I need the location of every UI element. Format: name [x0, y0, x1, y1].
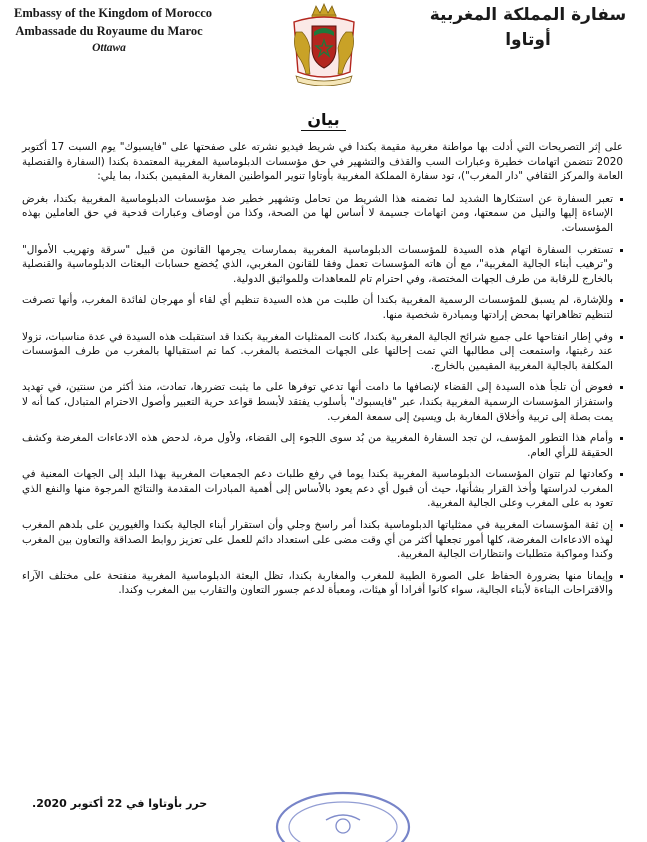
statement-body [22, 140, 623, 605]
header-french: Ambassade du Royaume du Maroc [15, 24, 203, 38]
list-item: وللإشارة، لم يسبق للمؤسسات الرسمية المغربية بكندا أن طلبت من هذه السيدة تنظيم أي لقاء أو مهرجان لفائدة المغرب، وأنها تصرفت لتنظيم تظاهراتها بمحض إرادتها وبمبادرة شخصية منها. [22, 293, 623, 322]
header-english: Embassy of the Kingdom of Morocco [14, 6, 213, 20]
list-item: وأمام هذا التطور المؤسف، لن تجد السفارة المغربية من بُد سوى اللجوء إلى القضاء، ولأول مرة، لدحض هذه الادعاءات المغرضة وكشف الحقيقة للرأي العام. [22, 431, 623, 460]
moroccan-coat-of-arms-icon [288, 2, 360, 86]
list-item: تعبر السفارة عن استنكارها الشديد لما تضمنه هذا الشريط من تحامل وتشهير خطير ضد مؤسسات الدبلوماسية المغربية بكندا، بغرض الإساءة إليها والنيل من سمعتها، ومن اتهامات جسيمة لا أساس لها من الصحة، وكذا من أوصاف وعبارات قدحية في حق العاملين بهذه المؤسسات. [22, 192, 623, 236]
header-right [423, 2, 633, 52]
intro-paragraph: على إثر التصريحات التي أدلت بها مواطنة مغربية مقيمة بكندا في شريط فيديو نشرته على صفحتها على "فايسبوك" يوم السبت 17 أكتوبر 2020 تتضمن اتهامات خطيرة وعبارات السب والقذف والتشهير في حق مؤسسات الدبلوماسية المغربية المعتمدة بكندا (السفارة والقنصلية العامة والمركز الثقافي "دار المغرب")، تود سفارة المملكة المغربية بأوتاوا تنوير المواطنين المغاربة المقيمين بكندا، بما يلي: [22, 141, 624, 183]
list-item: وكعادتها لم تتوان المؤسسات الدبلوماسية المغربية بكندا يوما في رفع طلبات دعم الجمعيات المغربية بهذا البلد إلى الجهات المعنية في المغرب لدراستها وأخذ القرار بشأنها، حيث أن قبول أي دعم يعود بالأساس إلى أهمية المبادرات المقدمة والنتائج المرجوة منها والنفع الذي تعود به على المغرب وعلى الجالية المغربية. [22, 467, 623, 511]
list-item: وفي إطار انفتاحها على جميع شرائح الجالية المغربية بكندا، كانت الممثليات المغربية بكندا قد استقبلت هذه السيدة في عدة مناسبات، نزولا عند رغبتها، واستمعت إلى مطالبها التي تمت إحالتها على الجهات المختصة بالمغرب. كما تم استقبالها بالمغرب من طرف المؤسسات المكلفة بالجالية المغربية المقيمين بالخارج. [22, 330, 623, 374]
header-arabic-line1: سفارة المملكة المغربية [429, 5, 627, 25]
list-item: فعوض أن تلجأ هذه السيدة إلى القضاء لإنصافها ما دامت أنها تدعي توفرها على ما يثبت تضررها، تمادت، منذ أكثر من سنتين، في تهديد واستفزاز المؤسسات الرسمية المغربية بكندا، عبر "فايسبوك" بأسلوب يفتقد لأبسط قواعد حرية التعبير وأصول الاحترام المتبادل، كما أنه لا يمت بصلة إلى تربية وأخلاق المغاربة بل ويسيئ إلى سمعة المغرب. [22, 380, 623, 424]
header-city: Ottawa [92, 42, 126, 54]
signoff-date: حرر بأوتاوا في 22 أكتوبر 2020. [32, 797, 208, 810]
header-arabic-line2: أوتاوا [505, 30, 551, 50]
page-title [0, 110, 647, 129]
page-title-text: بيان [301, 110, 345, 131]
list-item: وإيمانا منها بضرورة الحفاظ على الصورة الطيبة للمغرب والمغاربة بكندا، تظل البعثة الدبلوماسية المغربية منفتحة على مختلف الآراء والاقتراحات البناءة لأبناء الجالية، سواء كانوا أفرادا أو هيئات، ومعبأة لدعم جسور التعاون والتقارب بين المغرب وكندا. [22, 569, 623, 598]
list-item: إن ثقة المؤسسات المغربية في ممثلياتها الدبلوماسية بكندا أمر راسخ وجلي وأن استقرار أبناء الجالية بكندا والغيورين على بلدهم المغرب لهذه الادعاءات المغرضة، كلها أمور تجعلها أكثر من أي وقت مضى على استعداد دائم للعمل على تعزيز روابط الصداقة والتعاون بين المغرب وكندا ومواكبة متطلبات وانتظارات الجالية المغربية. [22, 518, 623, 562]
header-left [14, 4, 213, 56]
embassy-stamp-icon [268, 782, 418, 842]
list-item: تستغرب السفارة اتهام هذه السيدة للمؤسسات الدبلوماسية المغربية بممارسات يجرمها القانون من قبيل "سرقة وتهريب الأموال" و"ترهيب أبناء الجالية المغربية"، مع أن هاته المؤسسات تعمل وفقا للقانون المغربي، الذي يُخضع حسابات البعثات الدبلوماسية والقنصلية بالخارج للرقابة من طرف الجهات المختصة، وفي احترام تام للمعاهدات وللمواثيق الدولية. [22, 243, 623, 287]
